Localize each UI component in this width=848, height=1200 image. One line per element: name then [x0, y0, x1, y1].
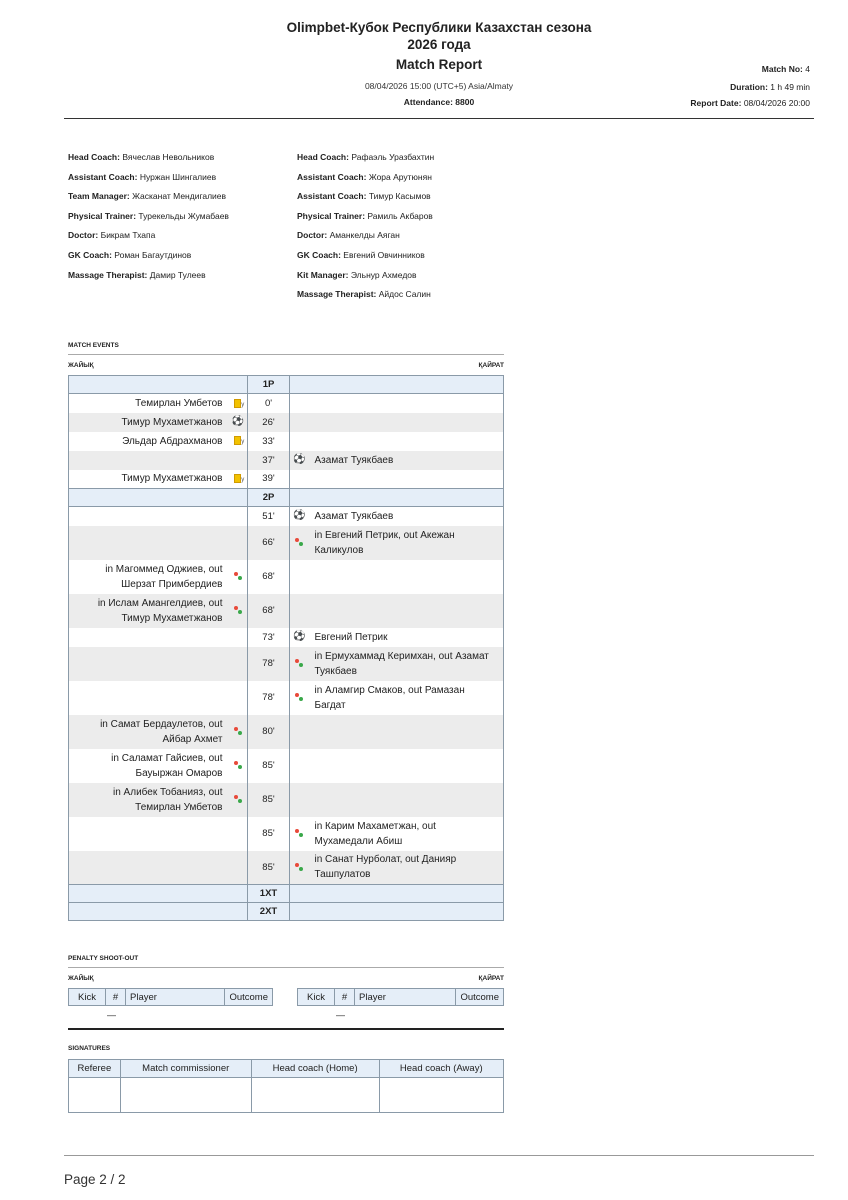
- staff-role: GK Coach:: [68, 249, 112, 260]
- event-away-text: [309, 715, 504, 749]
- event-home-text: Тимур Мухаметжанов: [69, 413, 229, 432]
- home-staff-row: [68, 266, 229, 286]
- event-home-icon-cell: [229, 817, 248, 851]
- event-home-icon-cell: [229, 413, 248, 432]
- event-row: [69, 681, 504, 715]
- yellow-card-icon: [234, 474, 241, 483]
- home-staff-row: [68, 148, 229, 168]
- event-home-text: [69, 628, 229, 647]
- event-away-icon-cell: [290, 647, 309, 681]
- event-home-text: [69, 507, 229, 526]
- ball-icon: ⚽: [293, 630, 306, 642]
- event-minute: 85': [248, 817, 290, 851]
- events-team-row: [68, 362, 504, 369]
- staff-name: Нуржан Шингалиев: [139, 171, 217, 182]
- match-number-value: 4: [805, 64, 810, 74]
- event-minute: 73': [248, 628, 290, 647]
- staff-role: Head Coach:: [297, 152, 349, 162]
- event-minute: 68': [248, 560, 290, 594]
- event-row: [69, 560, 504, 594]
- substitution-icon: [294, 862, 304, 872]
- penalty-team-row: [68, 975, 504, 982]
- period-row: [69, 903, 504, 921]
- event-away-text: [309, 413, 504, 432]
- event-away-icon-cell: [290, 715, 309, 749]
- away-staff-row: [297, 207, 434, 227]
- duration-value: 1 h 49 min: [770, 82, 810, 92]
- period-home-cell: [69, 903, 248, 921]
- match-events-rule: [68, 354, 504, 355]
- event-away-text: Азамат Туякбаев: [309, 507, 504, 526]
- staff-name: Евгений Овчинников: [343, 249, 425, 260]
- home-staff-row: [68, 187, 229, 207]
- event-row: [69, 594, 504, 628]
- away-staff-row: [297, 266, 434, 286]
- staff-name: Эльнур Ахмедов: [350, 269, 417, 280]
- event-home-icon-cell: [229, 647, 248, 681]
- period-label: 2XT: [248, 903, 290, 921]
- period-row: [69, 376, 504, 394]
- event-row: [69, 647, 504, 681]
- event-away-icon-cell: [290, 526, 309, 560]
- staff-role: Massage Therapist:: [297, 289, 377, 300]
- match-events-table: [68, 375, 504, 921]
- staff-name: Рамиль Акбаров: [367, 210, 433, 221]
- period-row: [69, 885, 504, 903]
- event-home-text: [69, 851, 229, 885]
- pso-home-empty: —: [107, 1010, 116, 1020]
- pso-home-header-outcome: Outcome: [225, 989, 273, 1006]
- report-header: [64, 20, 814, 120]
- staff-name: Рафаэль Уразбахтин: [351, 152, 435, 162]
- away-staff-row: [297, 226, 434, 246]
- event-row: [69, 432, 504, 451]
- penalty-home-team: ЖАЙЫҚ: [68, 975, 94, 982]
- pso-away-empty: —: [336, 1010, 345, 1020]
- signatures-title: SIGNATURES: [68, 1045, 111, 1052]
- event-minute: 51': [248, 507, 290, 526]
- event-row: [69, 817, 504, 851]
- away-staff-row: [297, 285, 434, 305]
- staff-role: Doctor:: [297, 230, 328, 241]
- pso-home-header-player: Player: [126, 989, 225, 1006]
- event-row: [69, 507, 504, 526]
- event-minute: 39': [248, 470, 290, 489]
- events-away-team: ҚАЙРАТ: [478, 362, 504, 369]
- event-home-icon-cell: [229, 560, 248, 594]
- substitution-icon: [294, 658, 304, 668]
- event-home-icon-cell: [229, 749, 248, 783]
- staff-role: Assistant Coach:: [297, 171, 367, 182]
- duration-label: Duration:: [730, 82, 768, 92]
- substitution-icon: [233, 726, 243, 736]
- match-number: [762, 64, 810, 74]
- event-minute: 85': [248, 783, 290, 817]
- event-minute: 85': [248, 749, 290, 783]
- event-home-text: [69, 681, 229, 715]
- event-minute: 37': [248, 451, 290, 470]
- report-date: [690, 98, 810, 108]
- staff-role: GK Coach:: [297, 249, 341, 260]
- home-staff-row: [68, 207, 229, 227]
- event-row: [69, 451, 504, 470]
- pso-home-header-number: #: [106, 989, 126, 1006]
- event-home-icon-cell: [229, 394, 248, 413]
- staff-name: Турекельды Жумабаев: [138, 210, 229, 221]
- penalty-away-team: ҚАЙРАТ: [478, 975, 504, 982]
- penalty-away-table: [297, 988, 504, 1006]
- ball-icon: ⚽: [231, 415, 244, 427]
- duration: [730, 82, 810, 92]
- page-number: Page 2 / 2: [64, 1172, 126, 1187]
- event-away-icon-cell: [290, 432, 309, 451]
- event-away-text: in Аламгир Смаков, out Рамазан Багдат: [309, 681, 504, 715]
- event-away-text: in Ермухаммад Керимхан, out Азамат Туякбаев: [309, 647, 504, 681]
- substitution-icon: [233, 605, 243, 615]
- event-away-icon-cell: [290, 470, 309, 489]
- event-home-text: in Алибек Тобанияз, out Темирлан Умбетов: [69, 783, 229, 817]
- period-home-cell: [69, 885, 248, 903]
- home-staff-row: [68, 226, 229, 246]
- staff-role: Kit Manager:: [297, 269, 349, 280]
- substitution-icon: [294, 828, 304, 838]
- event-home-icon-cell: [229, 594, 248, 628]
- staff-role: Physical Trainer:: [297, 210, 366, 221]
- home-staff-row: [68, 168, 229, 188]
- event-home-icon-cell: [229, 451, 248, 470]
- event-home-text: Тимур Мухаметжанов: [69, 470, 229, 489]
- event-minute: 66': [248, 526, 290, 560]
- staff-name: Жасканат Мендигалиев: [132, 191, 227, 202]
- staff-name: Дамир Тулеев: [149, 269, 206, 280]
- event-away-text: in Евгений Петрик, out Акежан Каликулов: [309, 526, 504, 560]
- event-home-text: [69, 817, 229, 851]
- event-home-text: [69, 647, 229, 681]
- event-minute: 0': [248, 394, 290, 413]
- match-number-label: Match No:: [761, 64, 803, 74]
- event-row: [69, 749, 504, 783]
- sig-cell-home-coach[interactable]: [251, 1078, 379, 1113]
- event-away-icon-cell: [290, 628, 309, 647]
- event-away-icon-cell: [290, 413, 309, 432]
- staff-name: Роман Багаутдинов: [114, 249, 192, 260]
- header-divider: [64, 118, 814, 119]
- event-away-text: [309, 432, 504, 451]
- staff-role: Head Coach:: [68, 152, 120, 162]
- staff-name: Айдос Салин: [378, 289, 431, 300]
- event-row: [69, 628, 504, 647]
- event-row: [69, 394, 504, 413]
- event-minute: 78': [248, 681, 290, 715]
- event-home-icon-cell: [229, 470, 248, 489]
- event-minute: 80': [248, 715, 290, 749]
- substitution-icon: [294, 692, 304, 702]
- report-date-value: 08/04/2026 20:00: [743, 98, 810, 108]
- home-staff-list: [68, 148, 229, 285]
- event-away-text: [309, 749, 504, 783]
- away-staff-row: [297, 148, 434, 168]
- substitution-icon: [233, 760, 243, 770]
- event-away-text: Азамат Туякбаев: [309, 451, 504, 470]
- period-away-cell: [290, 885, 504, 903]
- staff-name: Жора Арутюнян: [368, 171, 432, 182]
- substitution-icon: [233, 794, 243, 804]
- event-away-icon-cell: [290, 783, 309, 817]
- event-home-text: in Самат Бердаулетов, out Айбар Ахмет: [69, 715, 229, 749]
- event-away-icon-cell: [290, 451, 309, 470]
- report-title-line1: Olimpbet-Кубок Республики Казахстан сезона: [286, 20, 592, 35]
- ball-icon: ⚽: [293, 453, 306, 465]
- event-home-icon-cell: [229, 507, 248, 526]
- event-home-text: Эльдар Абдрахманов: [69, 432, 229, 451]
- period-away-cell: [290, 489, 504, 507]
- event-home-icon-cell: [229, 432, 248, 451]
- event-row: [69, 526, 504, 560]
- event-home-icon-cell: [229, 851, 248, 885]
- event-away-icon-cell: [290, 851, 309, 885]
- event-away-icon-cell: [290, 817, 309, 851]
- staff-role: Assistant Coach:: [297, 191, 367, 202]
- event-away-icon-cell: [290, 560, 309, 594]
- pso-away-header-player: Player: [355, 989, 456, 1006]
- event-home-text: in Ислам Амангелдиев, out Тимур Мухаметжанов: [69, 594, 229, 628]
- pso-away-header-number: #: [335, 989, 355, 1006]
- staff-role: Doctor:: [68, 230, 99, 241]
- report-subtitle: Match Report: [395, 57, 483, 72]
- staff-name: Тимур Касымов: [368, 191, 431, 202]
- sig-header-referee: Referee: [69, 1060, 121, 1078]
- away-staff-row: [297, 246, 434, 266]
- away-staff-row: [297, 187, 434, 207]
- period-home-cell: [69, 376, 248, 394]
- event-home-icon-cell: [229, 681, 248, 715]
- event-away-text: Евгений Петрик: [309, 628, 504, 647]
- attendance-label: Attendance:: [403, 97, 453, 107]
- staff-name: Аманкелды Аяган: [329, 230, 400, 241]
- staff-role: Team Manager:: [68, 191, 130, 202]
- event-away-text: [309, 560, 504, 594]
- staff-role: Physical Trainer:: [68, 210, 137, 221]
- event-away-text: in Санат Нурболат, out Данияр Ташпулатов: [309, 851, 504, 885]
- ball-icon: ⚽: [293, 510, 306, 522]
- match-events-title: MATCH EVENTS: [68, 342, 119, 349]
- sig-header-commissioner: Match commissioner: [120, 1060, 251, 1078]
- footer-rule: [64, 1155, 814, 1156]
- event-minute: 33': [248, 432, 290, 451]
- yellow-card-icon: [234, 399, 241, 408]
- period-label: 1P: [248, 376, 290, 394]
- yellow-card-icon: [234, 436, 241, 445]
- sig-cell-referee[interactable]: [69, 1078, 121, 1113]
- period-away-cell: [290, 376, 504, 394]
- event-home-icon-cell: [229, 628, 248, 647]
- sig-header-away-coach: Head coach (Away): [379, 1060, 503, 1078]
- event-away-text: [309, 394, 504, 413]
- pso-home-header-kick: Kick: [69, 989, 106, 1006]
- signatures-table: [68, 1059, 504, 1113]
- event-minute: 68': [248, 594, 290, 628]
- penalty-rule: [68, 967, 504, 968]
- event-home-text: Темирлан Умбетов: [69, 394, 229, 413]
- attendance-value: 8800: [455, 97, 475, 107]
- period-away-cell: [290, 903, 504, 921]
- event-away-text: [309, 470, 504, 489]
- event-minute: 78': [248, 647, 290, 681]
- event-away-icon-cell: [290, 681, 309, 715]
- event-home-text: [69, 451, 229, 470]
- event-away-icon-cell: [290, 394, 309, 413]
- sig-header-home-coach: Head coach (Home): [251, 1060, 379, 1078]
- staff-role: Assistant Coach:: [68, 171, 138, 182]
- substitution-icon: [294, 537, 304, 547]
- sig-cell-commissioner[interactable]: [120, 1078, 251, 1113]
- event-away-icon-cell: [290, 594, 309, 628]
- period-home-cell: [69, 489, 248, 507]
- event-home-icon-cell: [229, 526, 248, 560]
- event-away-icon-cell: [290, 507, 309, 526]
- staff-role: Massage Therapist:: [68, 269, 148, 280]
- event-away-text: [309, 594, 504, 628]
- event-away-text: in Карим Махаметжан, out Мухамедали Абиш: [309, 817, 504, 851]
- penalty-home-table: [68, 988, 273, 1006]
- event-row: [69, 715, 504, 749]
- sig-cell-away-coach[interactable]: [379, 1078, 503, 1113]
- period-label: 1XT: [248, 885, 290, 903]
- event-row: [69, 783, 504, 817]
- event-row: [69, 470, 504, 489]
- away-staff-row: [297, 168, 434, 188]
- event-row: [69, 413, 504, 432]
- event-minute: 26': [248, 413, 290, 432]
- match-datetime: 08/04/2026 15:00 (UTC+5) Asia/Almaty: [364, 81, 514, 91]
- events-home-team: ЖАЙЫҚ: [68, 362, 94, 369]
- period-label: 2P: [248, 489, 290, 507]
- pso-away-header-kick: Kick: [298, 989, 335, 1006]
- report-date-label: Report Date:: [690, 98, 742, 108]
- penalty-title: PENALTY SHOOT-OUT: [68, 955, 139, 962]
- substitution-icon: [233, 571, 243, 581]
- event-home-text: [69, 526, 229, 560]
- home-staff-row: [68, 246, 229, 266]
- period-row: [69, 489, 504, 507]
- event-away-icon-cell: [290, 749, 309, 783]
- penalty-bottom-rule: [68, 1028, 504, 1030]
- staff-name: Бикрам Тхапа: [100, 230, 156, 241]
- event-minute: 85': [248, 851, 290, 885]
- event-home-text: in Магоммед Оджиев, out Шерзат Примбердиев: [69, 560, 229, 594]
- event-home-text: in Саламат Гайсиев, out Бауыржан Омаров: [69, 749, 229, 783]
- event-away-text: [309, 783, 504, 817]
- event-home-icon-cell: [229, 783, 248, 817]
- event-row: [69, 851, 504, 885]
- staff-name: Вячеслав Невольников: [122, 152, 215, 162]
- report-title-line2: 2026 года: [407, 37, 471, 52]
- event-home-icon-cell: [229, 715, 248, 749]
- pso-away-header-outcome: Outcome: [456, 989, 504, 1006]
- away-staff-list: [297, 148, 434, 305]
